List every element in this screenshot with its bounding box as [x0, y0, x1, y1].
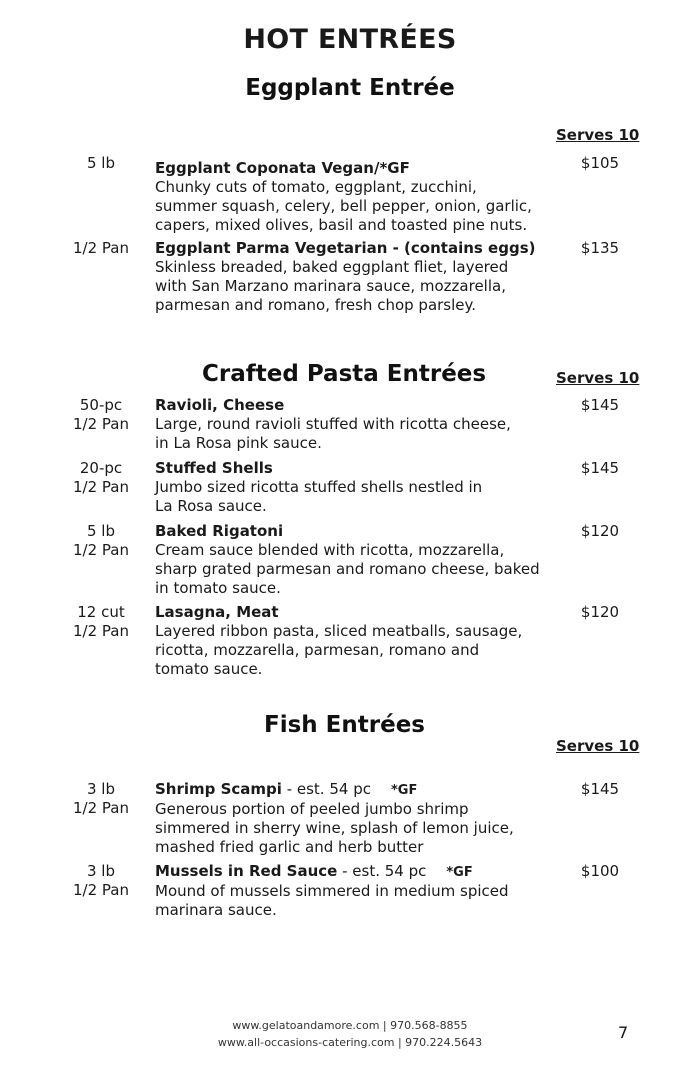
gluten-free-tag: *GF — [446, 865, 473, 880]
quantity-line: 3 lb — [86, 780, 115, 798]
quantity-line: 1/2 Pan — [73, 239, 129, 257]
item-quantity — [60, 862, 142, 900]
item-price: $120 — [580, 603, 620, 621]
quantity-line: 3 lb — [86, 862, 115, 880]
description-line: capers, mixed olives, basil and toasted pine nuts. — [155, 216, 528, 234]
item-price: $100 — [580, 862, 620, 880]
quantity-line: 50-pc — [79, 396, 123, 414]
description-line: Generous portion of peeled jumbo shrimp — [155, 800, 469, 818]
page-number: 7 — [618, 1023, 629, 1042]
description-line: La Rosa sauce. — [155, 497, 267, 515]
quantity-line: 5 lb — [86, 522, 115, 540]
serves-label-eggplant: Serves 10 — [556, 126, 640, 144]
item-description — [155, 415, 575, 453]
description-line: marinara sauce. — [155, 901, 277, 919]
item-price: $145 — [580, 780, 620, 798]
item-quantity — [60, 154, 142, 173]
item-price: $120 — [580, 522, 620, 540]
gluten-free-tag: *GF — [390, 783, 418, 798]
item-quantity — [60, 459, 142, 497]
quantity-line: 1/2 Pan — [73, 622, 129, 640]
item-body — [155, 396, 575, 453]
description-line: Large, round ravioli stuffed with ricotta cheese, — [155, 415, 511, 433]
item-count-note: - est. 54 pc — [337, 862, 427, 880]
item-name: Eggplant Parma Vegetarian - (contains eggs) — [155, 239, 536, 257]
section-title-pasta: Crafted Pasta Entrées — [202, 361, 487, 387]
quantity-line: 1/2 Pan — [73, 541, 129, 559]
quantity-line: 1/2 Pan — [73, 881, 129, 899]
quantity-line: 5 lb — [86, 154, 115, 172]
item-count-note: - est. 54 pc — [281, 780, 371, 798]
description-line: Mound of mussels simmered in medium spiced — [155, 882, 509, 900]
item-quantity — [60, 522, 142, 560]
item-body — [155, 862, 575, 920]
item-name: Lasagna, Meat — [155, 603, 279, 621]
item-description — [155, 478, 575, 516]
description-line: Chunky cuts of tomato, eggplant, zucchini, — [155, 178, 477, 196]
item-body — [155, 780, 575, 857]
description-line: tomato sauce. — [155, 660, 263, 678]
item-quantity — [60, 780, 142, 818]
description-line: Layered ribbon pasta, sliced meatballs, sausage, — [155, 622, 523, 640]
item-description — [155, 178, 575, 235]
quantity-line: 12 cut — [77, 603, 125, 621]
description-line: parmesan and romano, fresh chop parsley. — [155, 296, 477, 314]
description-line: sharp grated parmesan and romano cheese, baked — [155, 560, 540, 578]
description-line: ricotta, mozzarella, parmesan, romano and — [155, 641, 480, 659]
page-title: HOT ENTRÉES — [243, 24, 457, 55]
item-price: $145 — [580, 396, 620, 414]
item-description — [155, 258, 575, 315]
item-name-text: Mussels in Red Sauce — [155, 862, 338, 880]
item-body — [155, 459, 575, 516]
description-line: in tomato sauce. — [155, 579, 281, 597]
item-name: Baked Rigatoni — [155, 522, 284, 540]
description-line: simmered in sherry wine, splash of lemon juice, — [155, 819, 514, 837]
quantity-line: 1/2 Pan — [73, 415, 129, 433]
item-quantity — [60, 396, 142, 434]
item-body — [155, 239, 575, 315]
item-description — [155, 541, 575, 598]
quantity-line: 1/2 Pan — [73, 799, 129, 817]
section-title-fish: Fish Entrées — [264, 712, 425, 738]
description-line: in La Rosa pink sauce. — [155, 434, 322, 452]
item-name: Ravioli, Cheese — [155, 396, 285, 414]
description-line: mashed fried garlic and herb butter — [155, 838, 424, 856]
description-line: Cream sauce blended with ricotta, mozzarella, — [155, 541, 505, 559]
item-body — [155, 522, 575, 598]
item-quantity — [60, 239, 142, 258]
item-description — [155, 882, 575, 920]
description-line: Jumbo sized ricotta stuffed shells nestled in — [155, 478, 483, 496]
item-name: Eggplant Coponata Vegan/*GF — [155, 159, 410, 177]
footer-line-gelato: www.gelatoandamore.com | 970.568-8855 — [232, 1019, 468, 1032]
item-name — [155, 862, 575, 882]
item-name-text: Shrimp Scampi — [155, 780, 282, 798]
item-body — [155, 603, 575, 679]
section-title-eggplant: Eggplant Entrée — [245, 75, 455, 101]
serves-label-pasta: Serves 10 — [556, 369, 640, 387]
description-line: Skinless breaded, baked eggplant fliet, layered — [155, 258, 509, 276]
item-price: $135 — [580, 239, 620, 257]
item-description — [155, 800, 575, 857]
item-name — [155, 780, 575, 800]
item-body — [155, 159, 575, 235]
serves-label-fish: Serves 10 — [556, 737, 640, 755]
item-price: $105 — [580, 154, 620, 172]
item-quantity — [60, 603, 142, 641]
item-name: Stuffed Shells — [155, 459, 273, 477]
description-line: summer squash, celery, bell pepper, onion, garlic, — [155, 197, 532, 215]
description-line: with San Marzano marinara sauce, mozzarella, — [155, 277, 506, 295]
quantity-line: 20-pc — [79, 459, 123, 477]
item-description — [155, 622, 575, 679]
quantity-line: 1/2 Pan — [73, 478, 129, 496]
footer-line-catering: www.all-occasions-catering.com | 970.224.5643 — [217, 1036, 483, 1049]
item-price: $145 — [580, 459, 620, 477]
footer-contact — [150, 1017, 550, 1051]
